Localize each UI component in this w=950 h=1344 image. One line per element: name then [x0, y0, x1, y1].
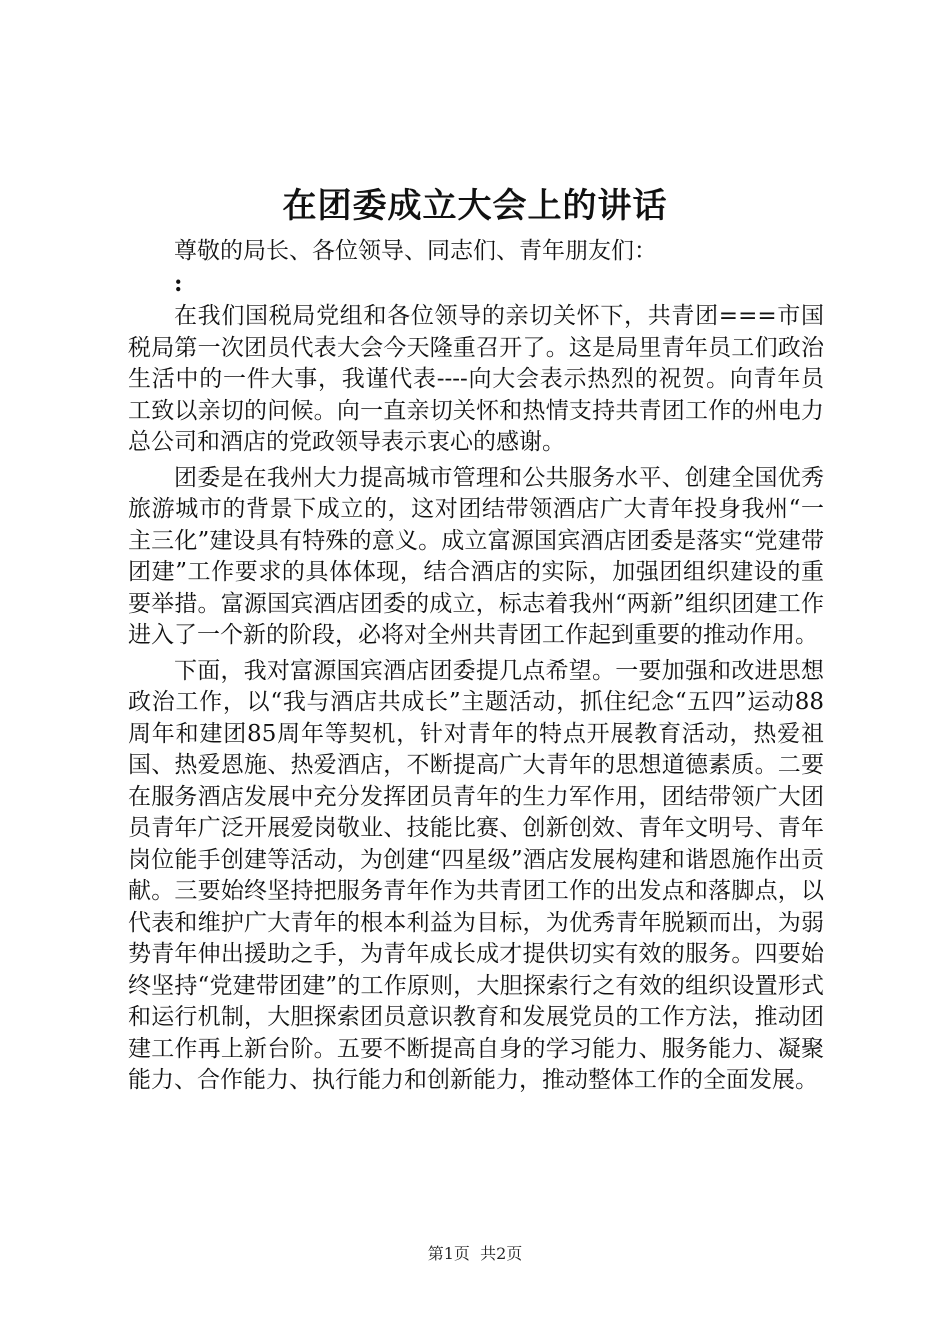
salutation-colon: : — [174, 269, 183, 297]
paragraph-2: 团委是在我州大力提高城市管理和公共服务水平、创建全国优秀旅游城市的背景下成立的，这对团结带领酒店广大青年投身我州“一主三化”建设具有特殊的意义。成立富源国宾酒店团委是落实“党建带团建”工作要求的具体体现，结合酒店的实际，加强团组织建设的重要举措。富源国宾酒店团委的成立，标志着我州“两新”组织团建工作进入了一个新的阶段，必将对全州共青团工作起到重要的推动作用。 — [128, 464, 824, 648]
page-total: 共2页 — [480, 1244, 523, 1263]
paragraph-3: 下面，我对富源国宾酒店团委提几点希望。一要加强和改进思想政治工作，以“我与酒店共成长”主题活动，抓住纪念“五四”运动88周年和建团85周年等契机，针对青年的特点开展教育活动，热爱祖国、热爱恩施、热爱酒店，不断提高广大青年的思想道德素质。二要在服务酒店发展中充分发挥团员青年的生力军作用，团结带领广大团员青年广泛开展爱岗敬业、技能比赛、创新创效、青年文明号、青年岗位能手创建等活动，为创建“四星级”酒店发展构建和谐恩施作出贡献。三要始终坚持把服务青年作为共青团工作的出发点和落脚点，以代表和维护广大青年的根本利益为目标，为优秀青年脱颖而出，为弱势青年伸出援助之手，为青年成长成才提供切实有效的服务。四要始终坚持“党建带团建”的工作原则，大胆探索行之有效的组织设置形式和运行机制，大胆探索团员意识教育和发展党员的工作方法，推动团建工作再上新台阶。五要不断提高自身的学习能力、服务能力、凝聚能力、合作能力、执行能力和创新能力，推动整体工作的全面发展。 — [128, 657, 824, 1093]
page-number: 第1页 — [427, 1244, 470, 1263]
paragraph-1: 在我们国税局党组和各位领导的亲切关怀下，共青团===市国税局第一次团员代表大会今天隆重召开了。这是局里青年员工们政治生活中的一件大事，我谨代表----向大会表示热烈的祝贺。向青年员工致以亲切的问候。向一直亲切关怀和热情支持共青团工作的州电力总公司和酒店的党政领导表示衷心的感谢。 — [128, 303, 824, 455]
salutation: 尊敬的局长、各位领导、同志们、青年朋友们： — [174, 238, 657, 264]
document-title: 在团委成立大会上的讲话 — [282, 186, 668, 226]
page-footer — [0, 1243, 950, 1265]
document-body — [128, 236, 824, 1097]
